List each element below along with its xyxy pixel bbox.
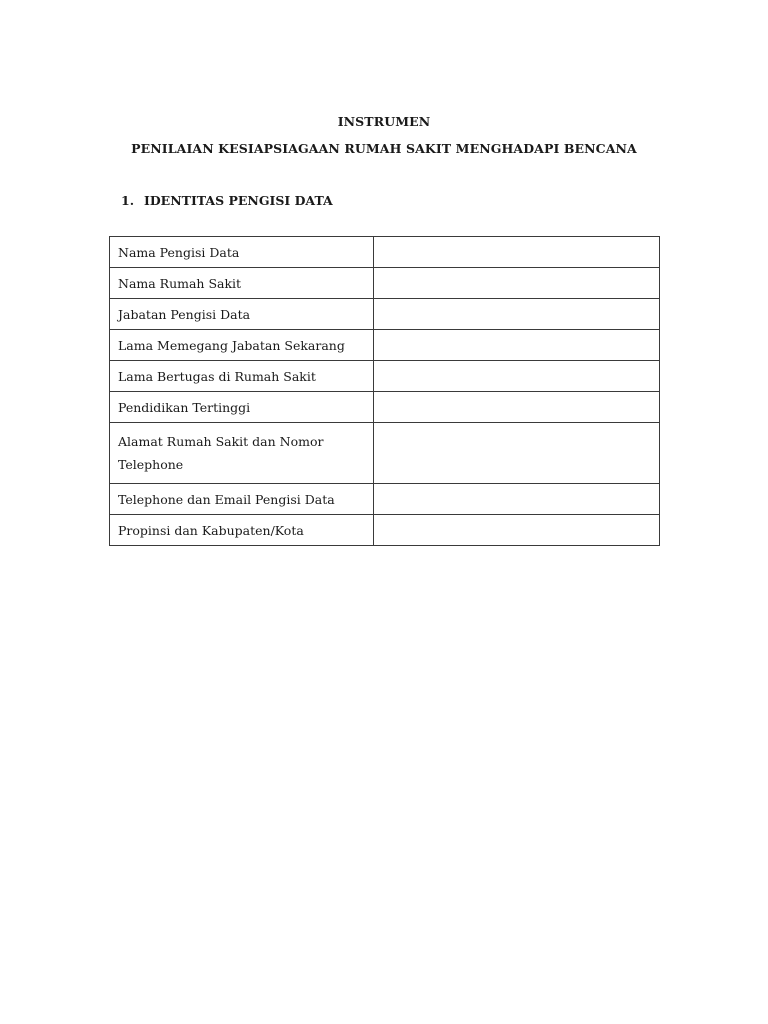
identity-table [109,236,660,546]
row-value-field[interactable] [374,299,660,330]
row-label: Propinsi dan Kabupaten/Kota [110,515,374,546]
row-value-field[interactable] [374,268,660,299]
row-value-field[interactable] [374,237,660,268]
row-label: Nama Pengisi Data [110,237,374,268]
table-row [110,361,660,392]
document-subtitle: PENILAIAN KESIAPSIAGAAN RUMAH SAKIT MENGHADAPI BENCANA [131,141,637,156]
row-label: Lama Memegang Jabatan Sekarang [110,330,374,361]
document-title: INSTRUMEN [337,114,431,129]
row-value-field[interactable] [374,392,660,423]
row-value-field[interactable] [374,361,660,392]
section-number: 1. [121,193,135,208]
row-value-field[interactable] [374,330,660,361]
row-label: Telephone dan Email Pengisi Data [110,484,374,515]
row-value-field[interactable] [374,515,660,546]
row-value-field[interactable] [374,484,660,515]
row-label: Nama Rumah Sakit [110,268,374,299]
section-heading [121,193,333,208]
row-label: Alamat Rumah Sakit dan Nomor Telephone [110,423,374,484]
table-row [110,299,660,330]
table-row [110,392,660,423]
row-label: Jabatan Pengisi Data [110,299,374,330]
table-row [110,515,660,546]
table-row [110,237,660,268]
table-row [110,423,660,484]
row-label: Pendidikan Tertinggi [110,392,374,423]
table-row [110,484,660,515]
row-value-field[interactable] [374,423,660,484]
table-row [110,268,660,299]
table-row [110,330,660,361]
row-label: Lama Bertugas di Rumah Sakit [110,361,374,392]
section-heading-text: IDENTITAS PENGISI DATA [144,193,333,208]
